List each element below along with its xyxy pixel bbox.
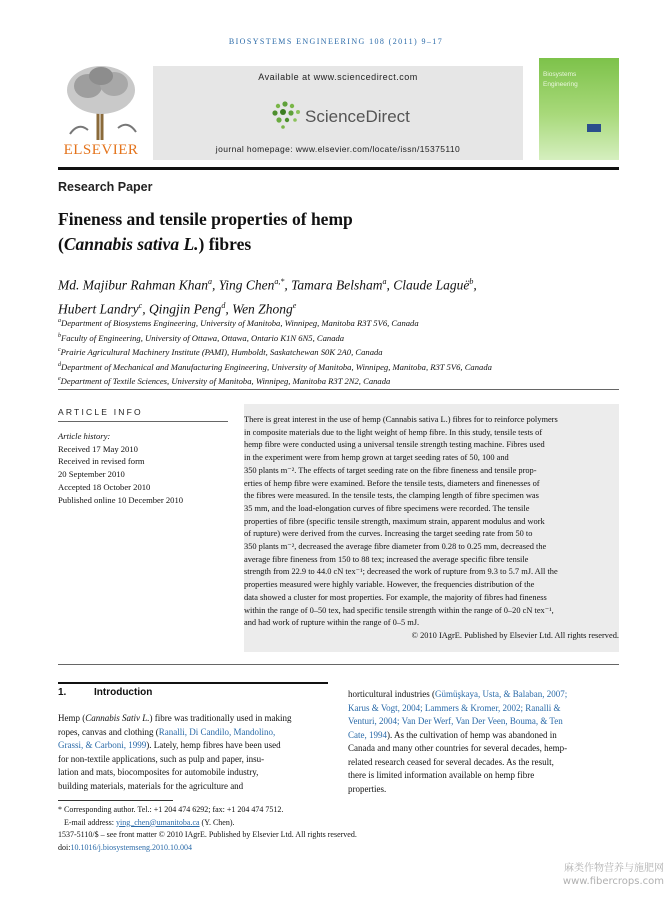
history-label: Article history: [58, 431, 111, 441]
abstract-line: 350 plants m⁻². The effects of target seeding rate on the fibre fineness and tensile prop- [244, 465, 537, 475]
title-line1: Fineness and tensile properties of hemp [58, 209, 353, 229]
article-info-rule [58, 421, 228, 422]
email-note [58, 817, 357, 830]
affiliation-sup: a [58, 318, 61, 324]
affiliation-rule [58, 389, 619, 390]
affiliation-item [58, 315, 492, 330]
body-line: Hemp (Cannabis Sativ L.) fibre was traditionally used in making [58, 713, 292, 723]
author-affil-sup[interactable]: e [292, 300, 297, 310]
affiliation-text: Department of Textile Sciences, University of Manitoba, Winnipeg, Manitoba R3T 2N2, Canada [60, 376, 391, 387]
journal-cover-title [543, 70, 617, 90]
affiliation-item [58, 330, 492, 345]
author-affil-sup[interactable]: a,* [274, 277, 285, 286]
watermark-line1: 麻类作物营养与施肥网 [564, 863, 664, 874]
citation-link[interactable]: Karus & Vogt, 2004; Lammers & Kromer, 2002; Ranalli & [348, 702, 561, 713]
doi-prefix: doi: [58, 842, 71, 852]
author-name[interactable]: Md. Majibur Rahman Khan [58, 277, 208, 293]
abstract-line: and had work of rupture within the range of 0–5 mJ. [244, 618, 420, 628]
email-link[interactable]: ying_chen@umanitoba.ca [115, 817, 200, 827]
body-line [348, 702, 619, 716]
revised-label: Received in revised form [58, 456, 145, 467]
footnotes [58, 804, 357, 854]
abstract-line: hemp fibre were conducted using a universal tensile strength testing machine. Fibres used [244, 440, 545, 450]
received-date: Received 17 May 2010 [58, 443, 138, 454]
author-affil-sup[interactable]: c [138, 300, 143, 310]
online-date: Published online 10 December 2010 [58, 494, 184, 505]
body-line: lation and mats, biocomposites for automobile industry, [58, 767, 259, 777]
cover-title-line1: Biosystems [543, 71, 577, 78]
author-line-1: Md. Majibur Rahman Khan$^a$, Ying Chen$^{a,*}$, Tamara Belsham$^a$, Claude Laguë$^b$, [58, 277, 477, 293]
author-affil-sup[interactable]: d [221, 300, 226, 310]
sciencedirect-dots-icon [270, 100, 304, 135]
issn-line: 1537-5110/$ – see front matter © 2010 IAgrE. Published by Elsevier Ltd. All rights reserved. [58, 830, 357, 839]
affiliation-text: Department of Mechanical and Manufacturing Engineering, University of Manitoba, Winnipeg, Manitoba, R3T 5V6, Canada [61, 361, 492, 372]
affiliation-list [58, 315, 492, 388]
corresponding-author-note: * Corresponding author. Tel.: +1 204 474 6292; fax: +1 204 474 7512. [58, 805, 284, 814]
citation-link[interactable]: Ranalli, Di Candilo, Mandolino, [158, 726, 276, 737]
cover-title-line2: Engineering [543, 81, 578, 88]
journal-running-header [0, 37, 672, 46]
abstract-rule [58, 664, 619, 665]
author-affil-sup[interactable]: a [382, 277, 387, 286]
header-rule [58, 167, 619, 170]
article-type: Research Paper [58, 180, 153, 194]
abstract-line: properties of fibre (specific tensile strength, maximum strain, apparent modulus and work [244, 516, 545, 526]
affiliation-sup: c [58, 347, 61, 354]
section-number: 1. [58, 687, 67, 698]
email-label: E-mail address: [64, 817, 116, 827]
abstract [244, 414, 619, 643]
article-title [58, 207, 353, 257]
affiliation-item [58, 344, 492, 359]
title-line2: (Cannabis sativa L.) fibres [58, 234, 252, 254]
body-line: Grassi, & Carboni, 1999). Lately, hemp fibres have been used [58, 740, 281, 750]
abstract-line: strength from 22.9 to 44.0 cN tex⁻¹; decreased the work of rupture from 9.3 to 5.7 mJ. All the [244, 567, 558, 577]
article-history [58, 430, 183, 506]
author-name[interactable]: Claude Laguë [393, 277, 470, 293]
body-line: horticultural industries (Gümüşkaya, Usta, & Balaban, 2007; [348, 689, 568, 699]
body-line: Canada and many other countries for several decades, hemp- [348, 743, 568, 753]
author-name[interactable]: Qingjin Peng [148, 301, 222, 316]
abstract-line: There is great interest in the use of hemp (Cannabis sativa L.) fibres for to reinforce polymers [244, 415, 558, 424]
article-info-heading: ARTICLE INFO [58, 407, 143, 417]
abstract-line: 35 mm, and the load-elongation curves of fibre specimens were recorded. The tensile [244, 503, 530, 513]
body-line: Cate, 1994). As the cultivation of hemp was abandoned in [348, 729, 557, 740]
abstract-line: 350 plants m⁻², decreased the average fibre diameter from 0.28 to 0.25 mm, decreased the [244, 542, 547, 552]
section-title: Introduction [94, 687, 153, 698]
author-line-2: Hubert Landry$^c$, Qingjin Peng$^d$, Wen Zhong$^e$ [58, 300, 297, 316]
watermark-line2: www.fibercrops.com [562, 876, 664, 887]
body-line: building materials, materials for the agriculture and [58, 780, 244, 791]
watermark [563, 862, 664, 888]
body-line: ropes, canvas and clothing (Ranalli, Di Candilo, Mandolino, [58, 726, 276, 737]
author-affil-sup[interactable]: b [469, 277, 474, 286]
doi-line [58, 842, 357, 855]
abstract-line: average fibre fineness from 150 to 88 tex; increased the average specific fibre tensile [244, 554, 529, 564]
email-suffix: (Y. Chen). [199, 817, 235, 827]
author-list [58, 272, 477, 319]
author-name[interactable]: Ying Chen [218, 277, 275, 293]
introduction-column-1 [58, 712, 328, 793]
cover-badge-icon [587, 124, 601, 132]
abstract-copyright: © 2010 IAgrE. Published by Elsevier Ltd. All rights reserved. [411, 630, 619, 640]
affiliation-text: Faculty of Engineering, University of Ottawa, Ottawa, Ontario K1N 6N5, Canada [61, 332, 345, 343]
body-line [348, 715, 619, 729]
accepted-date: Accepted 18 October 2010 [58, 481, 151, 492]
author-name[interactable]: Tamara Belsham [291, 277, 383, 293]
abstract-line: of rupture) were derived from the curves. Increasing the target seeding rate from 50 to [244, 529, 533, 539]
affiliation-item [58, 373, 492, 388]
abstract-line: data showed a cluster for most properties. For example, the majority of fibres had fineness [244, 592, 547, 602]
citation-link[interactable]: Gümüşkaya, Usta, & Balaban, 2007; [434, 689, 568, 699]
abstract-line: erties of hemp fibre were examined. Before the tensile tests, diameters and finenesses of [244, 478, 540, 488]
body-line: properties. [348, 783, 387, 794]
introduction-rule [58, 682, 328, 684]
doi-link[interactable]: 10.1016/j.biosystemseng.2010.10.004 [70, 842, 193, 852]
author-name[interactable]: Wen Zhong [232, 301, 293, 316]
journal-homepage-text[interactable]: journal homepage: www.elsevier.com/locate/issn/15375110 [215, 144, 461, 154]
abstract-line: in the experiment were from hemp grown at target seeding rates of 50, 100 and [244, 453, 509, 463]
body-line: for non-textile applications, such as pulp and paper, insu- [58, 753, 265, 764]
affiliation-text: Prairie Agricultural Machinery Institute (PAMI), Humboldt, Saskatchewan S0K 2A0, Canada [60, 346, 383, 357]
citation-link[interactable]: Venturi, 2004; Van Der Werf, Van Der Veen, Bouma, & Ten [348, 716, 563, 726]
author-name[interactable]: Hubert Landry [58, 301, 139, 316]
abstract-line: within the range of 0–50 tex, had specific tensile strength within the range of 0–20 cN tex⁻¹, [244, 605, 554, 615]
introduction-column-2 [348, 688, 619, 796]
section-heading-introduction [58, 687, 152, 698]
affiliation-sup: e [58, 376, 61, 383]
abstract-line: in composite materials due to the light weight of hemp fibre. In this study, tensile tests of [244, 427, 543, 437]
available-at-text[interactable]: Available at www.sciencedirect.com [258, 72, 418, 82]
abstract-line: properties measured were highly variable. However, the frequencies distribution of the [244, 580, 535, 590]
citation-link[interactable]: Grassi, & Carboni, 1999 [58, 740, 147, 750]
journal-citation: BIOSYSTEMS ENGINEERING 108 (2011) 9–17 [228, 37, 444, 46]
sciencedirect-brand[interactable]: ScienceDirect [305, 107, 410, 126]
affiliation-sup: d [58, 361, 61, 368]
abstract-line: the fibres were measured. In the tensile tests, the clamping length of fibre specimen was [244, 491, 539, 501]
affiliation-text: Department of Biosystems Engineering, University of Manitoba, Winnipeg, Manitoba R3T 5V6, Canada [61, 317, 419, 328]
footnote-rule [58, 800, 173, 801]
citation-link[interactable]: Cate, 1994 [348, 729, 387, 740]
body-line: there is limited information available on hemp fibre [348, 770, 535, 780]
author-affil-sup[interactable]: a [208, 277, 212, 286]
publisher-wordmark[interactable]: ELSEVIER [63, 142, 139, 158]
body-line: related research ceased for several decades. As the result, [348, 756, 554, 767]
affiliation-item [58, 359, 492, 374]
revised-date: 20 September 2010 [58, 469, 125, 480]
affiliation-sup: b [58, 332, 61, 339]
